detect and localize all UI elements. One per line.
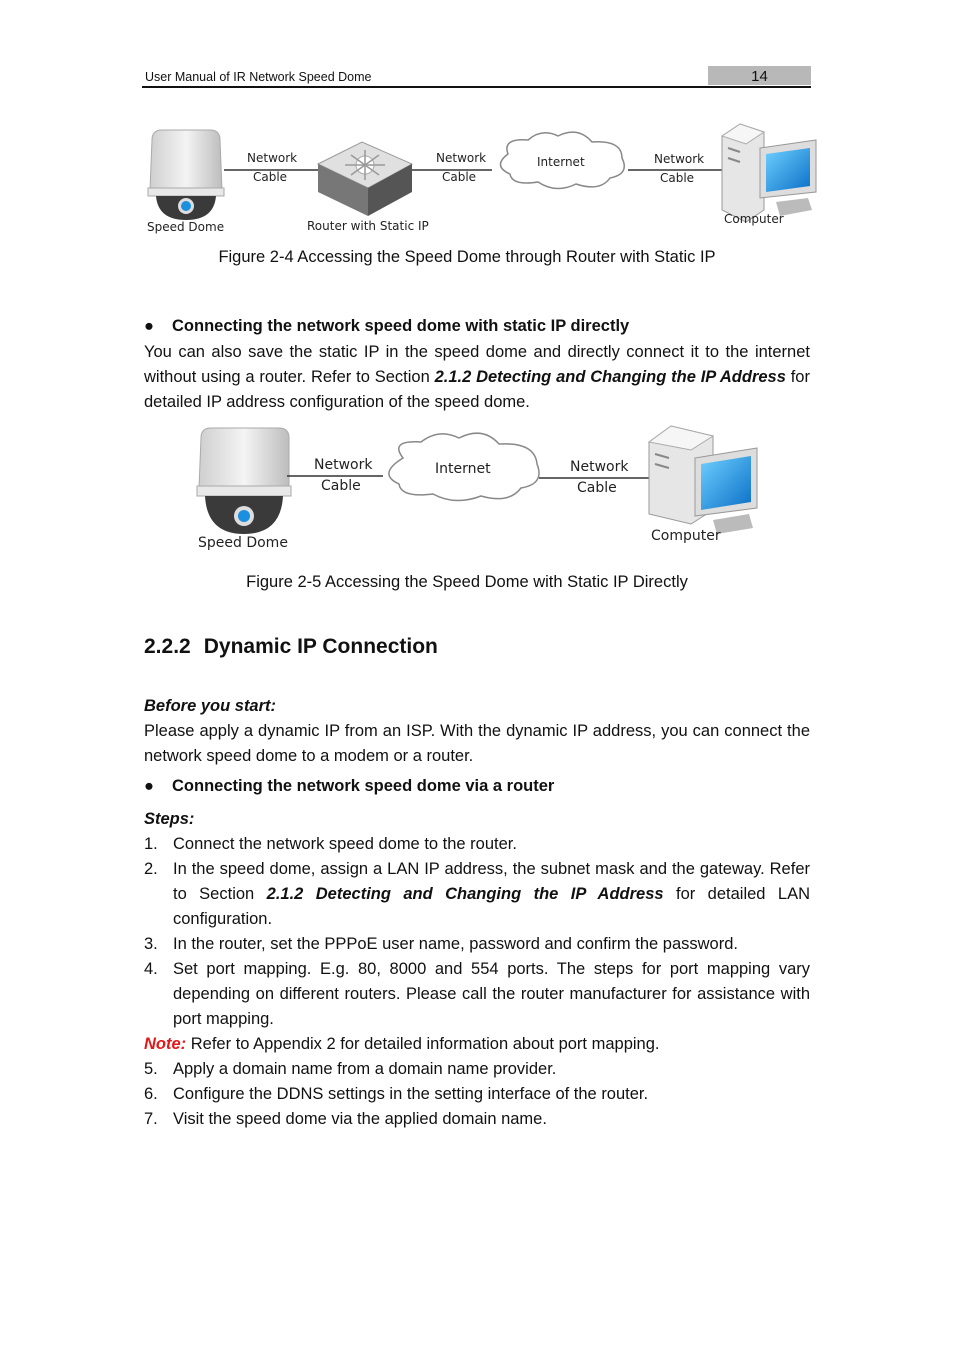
para1-text-a: You can also save the static IP in the speed dome and directly connect it to the internet without using a router. Refer to Section [144,343,810,386]
steps-list [144,832,810,1132]
fig5-speed-dome-label: Speed Dome [198,535,288,551]
step2-text-a: In the speed dome, assign a LAN IP address, the subnet mask and the gateway. Refer to Section [173,860,810,903]
list-item [144,1107,810,1132]
bullet-router [144,777,554,796]
step-text: Configure the DDNS settings in the setting interface of the router. [173,1085,649,1103]
fig5-net2-line1: Network [570,459,629,475]
fig4-net1-line1: Network [247,151,298,165]
list-item [144,957,810,1032]
note-text: Refer to Appendix 2 for detailed information about port mapping. [186,1035,660,1053]
figure-2-4-caption: Figure 2-4 Accessing the Speed Dome through Router with Static IP [218,248,716,266]
figure-2-5-caption: Figure 2-5 Accessing the Speed Dome with Static IP Directly [246,573,688,591]
page-number: 14 [708,66,811,85]
fig4-speed-dome-label: Speed Dome [147,220,225,234]
figure-2-5-diagram [193,424,768,556]
before-label: Before you start: [144,697,277,715]
section-heading [144,635,438,659]
fig4-internet-label: Internet [537,155,585,169]
fig4-net1-line2: Cable [253,170,288,184]
step-number: 2. [144,860,158,878]
fig5-computer-label: Computer [651,528,721,544]
header-title: User Manual of IR Network Speed Dome [145,70,372,84]
step-number: 1. [144,835,158,853]
fig4-net2-line1: Network [436,151,487,165]
fig4-computer-label: Computer [724,212,784,226]
list-item [144,1082,810,1107]
bullet-dot: ● [144,317,154,335]
computer-icon [722,124,816,222]
note-label: Note: [144,1035,187,1053]
step-text [173,857,810,932]
step-number: 7. [144,1110,158,1128]
step-text: Set port mapping. E.g. 80, 8000 and 554 ports. The steps for port mapping vary depending on different routers. Please call the router manufacturer for assistance with port mapping. [173,960,810,1028]
step-text: Apply a domain name from a domain name provider. [173,1060,557,1078]
fig4-net3-line2: Cable [660,171,695,185]
before-text: Please apply a dynamic IP from an ISP. With the dynamic IP address, you can connect the network speed dome to a modem or a router. [144,722,810,765]
list-item [144,857,810,932]
step2-text-b: for detailed LAN configuration. [173,885,810,928]
step-number: 3. [144,935,158,953]
figure-2-4-diagram [140,118,825,238]
note [144,1032,810,1057]
bullet-static-ip-title: Connecting the network speed dome with static IP directly [172,317,630,335]
step-number: 6. [144,1085,158,1103]
computer-icon [649,426,757,534]
step2-section-ref: 2.1.2 Detecting and Changing the IP Address [266,885,664,903]
step-text: In the router, set the PPPoE user name, password and confirm the password. [173,935,738,953]
fig5-net1-line2: Cable [321,478,361,494]
steps-label: Steps: [144,810,195,828]
fig4-net2-line2: Cable [442,170,477,184]
step-text: Visit the speed dome via the applied domain name. [173,1110,547,1128]
speed-dome-icon [197,428,291,534]
fig4-router-label: Router with Static IP [307,219,429,233]
list-item [144,832,810,857]
header-rule [142,86,811,88]
fig5-internet-label: Internet [435,461,491,477]
para1-section-ref: 2.1.2 Detecting and Changing the IP Address [434,368,786,386]
list-item [144,1057,810,1082]
step-number: 4. [144,960,158,978]
para1-text-b: for detailed IP address configuration of the speed dome. [144,368,810,411]
step-text: Connect the network speed dome to the router. [173,835,517,853]
bullet-router-title: Connecting the network speed dome via a router [172,777,555,795]
bullet-static-ip [144,317,629,336]
fig5-net2-line2: Cable [577,480,617,496]
section-title: Dynamic IP Connection [203,635,438,658]
step-number: 5. [144,1060,158,1078]
speed-dome-icon [148,130,224,220]
bullet-dot: ● [144,777,154,795]
fig4-net3-line1: Network [654,152,705,166]
paragraph-static-ip [144,340,810,415]
fig5-net1-line1: Network [314,457,373,473]
list-item [144,932,810,957]
section-number: 2.2.2 [144,635,191,658]
router-icon [318,142,412,216]
